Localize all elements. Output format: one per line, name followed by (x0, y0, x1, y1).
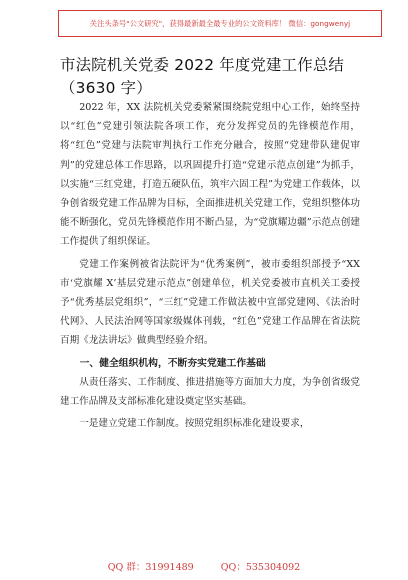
section-heading-1: 一、健全组织机构，不断夯实党建工作基础 (79, 357, 266, 369)
footer-contacts (0, 559, 408, 573)
paragraph-section1-intro: 从责任落实、工作制度、推进措施等方面加大力度，为争创省级党建工作品牌及支部标准化建设奠定坚实基础。 (60, 376, 360, 408)
document-body (60, 98, 360, 436)
footer-qq-group: QQ 群：31991489 (107, 562, 194, 573)
footer-qq: QQ：535304092 (220, 562, 301, 573)
paragraph-section1-point1: 一是建立党建工作制度。按照党组织标准化建设要求， (79, 418, 310, 430)
paragraph-intro: 2022 年，XX 法院机关党委紧紧围绕院党组中心工作，始终坚持以“红色”党建引领法院各项工作，充分发挥党员的先锋模范作用，将“红色”党建与法院审判执行工作充分融合，按照“党建带队建促审判”的党建总体工作思路，以巩固提升打造“党建示范点创建”为抓手，以实施“三红党建，打造五硬队伍，筑牢六固工程”为党建工作载体，以争创省级党建工作品牌为目标，全面推进机关党建工作，党组织整体功能不断强化，党员先锋模范作用不断凸显，为“党旗耀边疆”示范点创建工作提供了组织保证。 (60, 102, 360, 248)
header-banner: 关注头条号"公文研究"，获得最新最全最专业的公文资料库！ 微信：gongwenyj (58, 10, 382, 37)
paragraph-honors: 党建工作案例被省法院评为“优秀案例”，被市委组织部授予“XX 市‘党旗耀 X’基层党建示范点”创建单位，机关党委被市直机关工委授予“优秀基层党组织”，“三红”党建工作做法被中宣部党建网、《法治时代网》、人民法治网等国家级媒体刊载，“红色”党建工作品牌在省法院百期《龙法讲坛》做典型经验介绍。 (60, 258, 360, 347)
document-title: 市法院机关党委 2022 年度党建工作总结（3630 字） (60, 56, 345, 97)
